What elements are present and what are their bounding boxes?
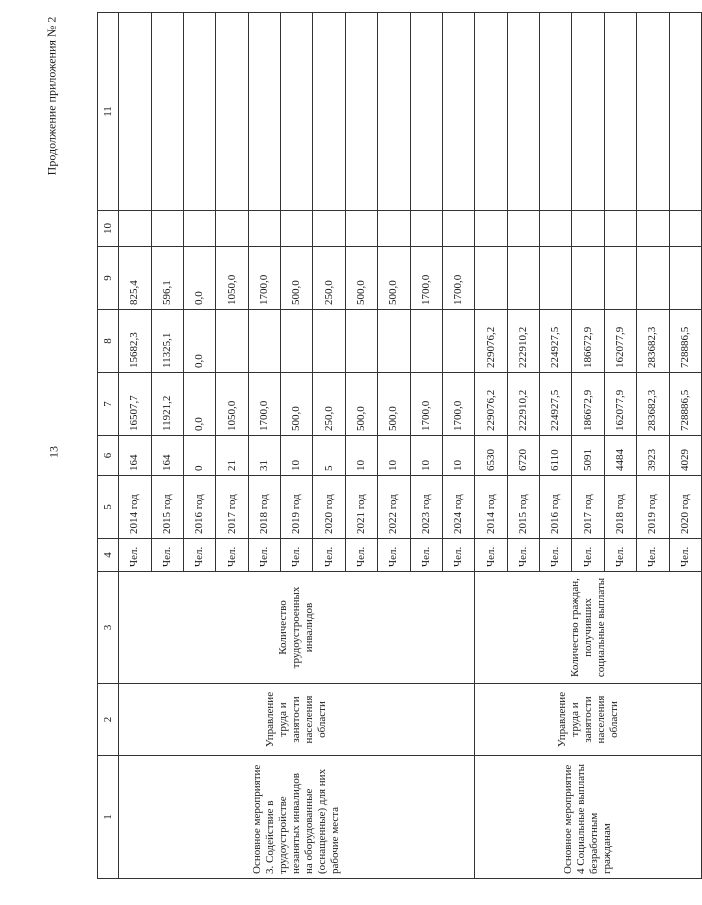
year-cell: 2021 год: [345, 476, 377, 539]
appendix-label: Продолжение приложения № 2: [44, 16, 59, 176]
event-indicator: Количество трудоустроенных инвалидов: [119, 572, 475, 684]
value-cell: 11325,1: [151, 310, 183, 373]
value-cell: [475, 247, 507, 310]
value-cell: 0,0: [183, 310, 215, 373]
value-cell: 6110: [540, 436, 572, 476]
unit-cell: Чел.: [604, 539, 636, 572]
value-cell: [248, 13, 280, 211]
value-cell: [507, 13, 539, 211]
value-cell: [604, 247, 636, 310]
value-cell: [378, 211, 410, 247]
year-cell: 2024 год: [442, 476, 474, 539]
value-cell: 4484: [604, 436, 636, 476]
value-cell: 1700,0: [410, 373, 442, 436]
value-cell: [475, 13, 507, 211]
value-cell: 250,0: [313, 373, 345, 436]
value-cell: 1700,0: [248, 247, 280, 310]
value-cell: [475, 211, 507, 247]
value-cell: [313, 13, 345, 211]
column-header: 6: [98, 436, 119, 476]
value-cell: 21: [216, 436, 248, 476]
value-cell: [442, 310, 474, 373]
value-cell: [281, 310, 313, 373]
value-cell: [410, 310, 442, 373]
unit-cell: Чел.: [248, 539, 280, 572]
value-cell: 10: [378, 436, 410, 476]
unit-cell: Чел.: [183, 539, 215, 572]
unit-cell: Чел.: [345, 539, 377, 572]
unit-cell: Чел.: [669, 539, 701, 572]
value-cell: 1050,0: [216, 373, 248, 436]
value-cell: [669, 247, 701, 310]
value-cell: 500,0: [378, 247, 410, 310]
value-cell: [119, 211, 151, 247]
unit-cell: Чел.: [507, 539, 539, 572]
year-cell: 2023 год: [410, 476, 442, 539]
value-cell: [345, 310, 377, 373]
unit-cell: Чел.: [281, 539, 313, 572]
value-cell: 500,0: [281, 247, 313, 310]
value-cell: 4029: [669, 436, 701, 476]
column-header: 2: [98, 684, 119, 756]
year-cell: 2016 год: [540, 476, 572, 539]
value-cell: 224927,5: [540, 373, 572, 436]
year-cell: 2017 год: [216, 476, 248, 539]
column-header: 5: [98, 476, 119, 539]
value-cell: 10: [345, 436, 377, 476]
value-cell: 186672,9: [572, 373, 604, 436]
value-cell: 728886,5: [669, 373, 701, 436]
value-cell: [378, 13, 410, 211]
column-header: 10: [98, 211, 119, 247]
value-cell: [540, 247, 572, 310]
event-name: Основное мероприятие 3. Содействие в трудоустройстве незанятых инвалидов на оборудованные (оснащенные) для них рабочие места: [119, 756, 475, 879]
value-cell: 222910,2: [507, 310, 539, 373]
value-cell: 229076,2: [475, 373, 507, 436]
value-cell: 3923: [637, 436, 669, 476]
value-cell: 0,0: [183, 247, 215, 310]
value-cell: [604, 13, 636, 211]
event-name: Основное мероприятие 4 Социальные выплаты безработным гражданам: [475, 756, 702, 879]
value-cell: 11921,2: [151, 373, 183, 436]
year-cell: 2020 год: [313, 476, 345, 539]
value-cell: [183, 211, 215, 247]
value-cell: 500,0: [378, 373, 410, 436]
value-cell: 10: [442, 436, 474, 476]
value-cell: 10: [281, 436, 313, 476]
unit-cell: Чел.: [540, 539, 572, 572]
value-cell: 500,0: [345, 373, 377, 436]
value-cell: [637, 247, 669, 310]
value-cell: 250,0: [313, 247, 345, 310]
value-cell: [507, 247, 539, 310]
value-cell: [151, 211, 183, 247]
value-cell: 1700,0: [410, 247, 442, 310]
value-cell: 500,0: [345, 247, 377, 310]
value-cell: 283682,3: [637, 373, 669, 436]
value-cell: [378, 310, 410, 373]
value-cell: [216, 13, 248, 211]
value-cell: [345, 211, 377, 247]
value-cell: [248, 310, 280, 373]
value-cell: 224927,5: [540, 310, 572, 373]
column-header: 9: [98, 247, 119, 310]
value-cell: [281, 211, 313, 247]
year-cell: 2018 год: [604, 476, 636, 539]
value-cell: 164: [119, 436, 151, 476]
value-cell: 164: [151, 436, 183, 476]
value-cell: 186672,9: [572, 310, 604, 373]
value-cell: 5: [313, 436, 345, 476]
value-cell: [507, 211, 539, 247]
value-cell: [540, 13, 572, 211]
column-header: 8: [98, 310, 119, 373]
value-cell: 6530: [475, 436, 507, 476]
year-cell: 2022 год: [378, 476, 410, 539]
unit-cell: Чел.: [313, 539, 345, 572]
unit-cell: Чел.: [475, 539, 507, 572]
rotated-table-container: [97, 13, 702, 879]
value-cell: 825,4: [119, 247, 151, 310]
value-cell: [572, 13, 604, 211]
year-cell: 2019 год: [637, 476, 669, 539]
value-cell: [216, 211, 248, 247]
year-cell: 2014 год: [119, 476, 151, 539]
column-header: 3: [98, 572, 119, 684]
value-cell: [410, 211, 442, 247]
value-cell: [410, 13, 442, 211]
value-cell: 5091: [572, 436, 604, 476]
year-cell: 2020 год: [669, 476, 701, 539]
value-cell: [313, 211, 345, 247]
unit-cell: Чел.: [442, 539, 474, 572]
unit-cell: Чел.: [119, 539, 151, 572]
value-cell: 222910,2: [507, 373, 539, 436]
value-cell: [669, 13, 701, 211]
column-header: 11: [98, 13, 119, 211]
value-cell: [313, 310, 345, 373]
program-table: [97, 12, 702, 879]
value-cell: [248, 211, 280, 247]
value-cell: [572, 211, 604, 247]
unit-cell: Чел.: [410, 539, 442, 572]
year-cell: 2016 год: [183, 476, 215, 539]
year-cell: 2015 год: [507, 476, 539, 539]
value-cell: [281, 13, 313, 211]
value-cell: 1700,0: [248, 373, 280, 436]
value-cell: [669, 211, 701, 247]
value-cell: 229076,2: [475, 310, 507, 373]
value-cell: [637, 13, 669, 211]
year-cell: 2018 год: [248, 476, 280, 539]
value-cell: [345, 13, 377, 211]
value-cell: 31: [248, 436, 280, 476]
value-cell: 162077,9: [604, 310, 636, 373]
value-cell: 0: [183, 436, 215, 476]
value-cell: [637, 211, 669, 247]
value-cell: 1700,0: [442, 247, 474, 310]
value-cell: 1050,0: [216, 247, 248, 310]
value-cell: 728886,5: [669, 310, 701, 373]
value-cell: [183, 13, 215, 211]
page-number: 13: [46, 446, 61, 458]
value-cell: 283682,3: [637, 310, 669, 373]
value-cell: 162077,9: [604, 373, 636, 436]
table-row: [475, 13, 507, 879]
column-number-row: [98, 13, 119, 879]
table-body: [98, 13, 702, 879]
value-cell: [442, 13, 474, 211]
value-cell: [540, 211, 572, 247]
event-executor: Управление труда и занятости населения области: [475, 684, 702, 756]
value-cell: 15682,3: [119, 310, 151, 373]
value-cell: [572, 247, 604, 310]
column-header: 4: [98, 539, 119, 572]
value-cell: 6720: [507, 436, 539, 476]
column-header: 1: [98, 756, 119, 879]
value-cell: [604, 211, 636, 247]
value-cell: [151, 13, 183, 211]
table-row: [119, 13, 151, 879]
value-cell: 16507,7: [119, 373, 151, 436]
year-cell: 2019 год: [281, 476, 313, 539]
column-header: 7: [98, 373, 119, 436]
value-cell: 1700,0: [442, 373, 474, 436]
year-cell: 2017 год: [572, 476, 604, 539]
event-executor: Управление труда и занятости населения области: [119, 684, 475, 756]
value-cell: 500,0: [281, 373, 313, 436]
value-cell: 10: [410, 436, 442, 476]
unit-cell: Чел.: [572, 539, 604, 572]
value-cell: [119, 13, 151, 211]
year-cell: 2014 год: [475, 476, 507, 539]
value-cell: 596,1: [151, 247, 183, 310]
value-cell: [216, 310, 248, 373]
unit-cell: Чел.: [637, 539, 669, 572]
event-indicator: Количество граждан, получивших социальные выплаты: [475, 572, 702, 684]
value-cell: [442, 211, 474, 247]
value-cell: 0,0: [183, 373, 215, 436]
unit-cell: Чел.: [216, 539, 248, 572]
unit-cell: Чел.: [151, 539, 183, 572]
unit-cell: Чел.: [378, 539, 410, 572]
year-cell: 2015 год: [151, 476, 183, 539]
